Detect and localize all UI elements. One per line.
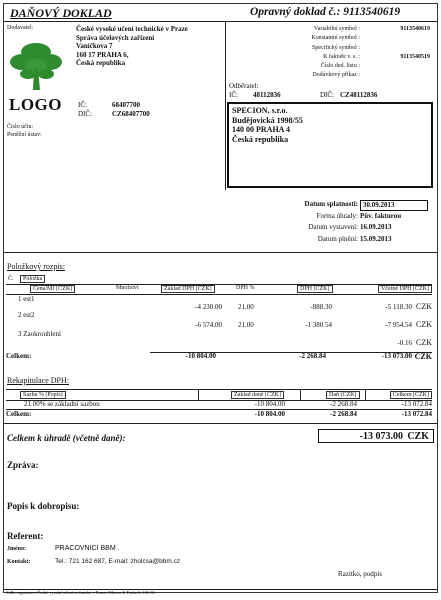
recap-divider-1 (198, 389, 199, 400)
customer-address: SPECION, s.r.o. Budějovická 1998/55 140 00 PRAHA 4 Česká republika (232, 106, 303, 144)
referent-contact-label: Kontakt: (7, 559, 31, 565)
table-row: 1 est1 -4 230.00 21.00 -888.30 -5 118.30 CZK (18, 295, 432, 311)
payment-value: -13 073.00 (359, 431, 403, 442)
supplier-address: České vysoké učení technické v Praze Správa účelových zařízení Vaníčkova 7 160 17 PRAHA 6, Česká republika (76, 25, 188, 68)
referent-name: PRACOVNICI BBM . (55, 545, 120, 552)
symbols-block: Variabilní symbol : 9113540619 Konstantní symbol : Specifický symbol : K faktuře v. s. : 9113540519 Číslo ded. listu : Dodávkový příkaz : (311, 26, 430, 79)
dates-block: Datum splatnosti: 30.09.2013 Forma úhrady: Pův. fakturou Datum vystavení: 16.09.2013 Datum plnění: 15.09.2013 (280, 199, 430, 245)
items-header-row: Cena/MJ [CZK] Množství Základ DPH [CZK] DPH % DPH [CZK] Včetně DPH [CZK] (6, 285, 432, 294)
customer-address-box (227, 102, 433, 188)
customer-ic-label: IČ: (229, 91, 238, 99)
customer-ic-value: 48112836 (253, 91, 281, 99)
table-row: 2 est2 -6 574.00 21.00 -1 380.54 -7 954.54 CZK (18, 311, 432, 329)
supplier-dic-label: DIČ: (78, 110, 92, 118)
items-total-row: Celkem: -10 804.00 -2 268.84 -13 073.00 CZK (6, 352, 432, 361)
supplier-ic-value: 68407700 (112, 101, 140, 109)
supplier-label: Dodavatel: (7, 25, 34, 31)
customer-label: Odběratel: (229, 82, 259, 90)
supplier-ic-label: IČ: (78, 101, 87, 109)
signature-label: Razítko, podpis (338, 570, 382, 578)
recap-bottom-divider (3, 423, 437, 424)
description-label: Popis k dobropisu: (7, 501, 80, 511)
supplier-dic-value: CZ68407700 (112, 110, 150, 118)
items-top-divider (3, 252, 437, 253)
message-label: Zpráva: (7, 460, 39, 470)
referent-label: Referent: (7, 531, 44, 541)
recap-divider-2 (300, 389, 301, 400)
recap-divider-3 (365, 389, 366, 400)
referent-contact: Tel.: 721 162 687, E-mail: zholcsa@bbm.cz (55, 558, 181, 565)
recap-label: Rekapitulace DPH: (7, 376, 69, 385)
table-row: 3 Zaokrouhlení -0.16 CZK (18, 330, 432, 347)
tree-logo-icon (8, 38, 64, 92)
referent-name-label: Jméno: (7, 546, 26, 552)
payment-total-box (318, 429, 434, 443)
document-title: DAŇOVÝ DOKLAD (10, 6, 112, 20)
payment-label: Celkem k úhradě (včetně daně): (7, 433, 126, 443)
payment-currency: CZK (407, 431, 429, 442)
bank-label: Peněžní ústav: (7, 132, 42, 138)
recap-header-row: Sazba % [Popis] Základ daně [CZK] Daň [CZK] Celkem [CZK] (6, 389, 432, 401)
logo-text: LOGO (9, 95, 63, 114)
table-row: 21.00% se základní sazbou -10 804.00 -2 268.84 -13 072.84 (24, 400, 432, 408)
recap-total-row: Celkem: -10 804.00 -2 268.84 -13 072.84 (6, 410, 432, 418)
items-subheader: Č. Položka (6, 276, 430, 284)
title-divider (3, 21, 437, 22)
footer-text: Sídlo organizace:České vysoké učení technické v Praze, Zikova 4, Praha 6, 166 36 (6, 590, 155, 595)
items-rows (6, 295, 432, 355)
correction-number: Opravný doklad č.: 9113540619 (250, 6, 401, 18)
customer-dic-label: DIČ: (320, 91, 334, 99)
header-column-divider (225, 21, 226, 190)
items-section-label: Položkový rozpis: (7, 262, 65, 271)
customer-dic-value: CZ48112836 (340, 91, 378, 99)
account-label: Číslo účtu: (7, 124, 34, 130)
